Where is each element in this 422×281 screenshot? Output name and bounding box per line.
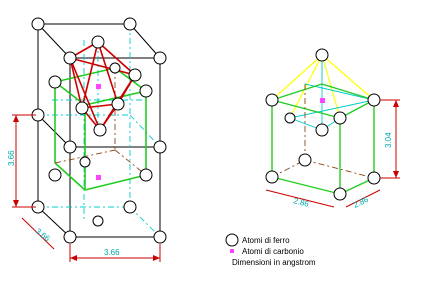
iron-atom [64,231,76,243]
left-dimension-lines [12,115,160,262]
iron-atom [316,124,328,136]
iron-atom [124,201,136,213]
iron-atom [266,171,278,183]
iron-atom [140,169,152,181]
iron-atom [285,113,295,123]
right-dim-depth-label: 2.86 [351,194,370,210]
iron-atom [80,157,90,167]
iron-atom [76,102,88,114]
iron-atom [112,98,124,110]
iron-atom [93,216,103,226]
iron-atom [110,63,120,73]
right-dim-height-label: 3.04 [384,132,393,148]
iron-atom [316,49,328,61]
left-dimension-ticks [13,115,160,261]
iron-atom [94,124,106,136]
iron-atom [32,18,44,30]
left-dim-width-label: 3.66 [104,248,120,257]
legend-units-label: Dimensioni in angstrom [232,258,316,267]
left-dim-depth-label: 3.66 [33,226,52,244]
iron-atom [368,94,380,106]
legend [226,234,316,267]
right-unit-cell [266,49,400,210]
iron-atom [92,36,104,48]
iron-atom [334,112,346,124]
iron-atom [64,52,76,64]
iron-atom [334,188,346,200]
right-carbon-atom [320,98,325,103]
left-carbon-atom-2 [96,175,101,180]
iron-atom [49,169,61,181]
iron-atom [140,85,152,97]
iron-atom [124,18,136,30]
left-carbon-atom-1 [96,84,101,89]
legend-iron-symbol [226,234,238,246]
iron-atom [154,231,166,243]
right-dim-width-label: 2.86 [292,196,310,209]
left-unit-cell [7,18,166,262]
iron-atom [368,172,380,184]
iron-atom [49,76,61,88]
left-red-octahedron [70,42,135,130]
iron-atom [64,141,76,153]
iron-atom [299,154,311,166]
legend-carbon-label: Atomi di carbonio [242,247,304,256]
iron-atom [154,52,166,64]
left-dim-vertical-label: 3.66 [7,150,16,166]
legend-iron-label: Atomi di ferro [242,236,290,245]
iron-atom [266,94,278,106]
iron-atom [129,69,141,81]
legend-carbon-symbol [230,249,234,253]
iron-atom [154,141,166,153]
right-iron-atoms [266,49,380,200]
